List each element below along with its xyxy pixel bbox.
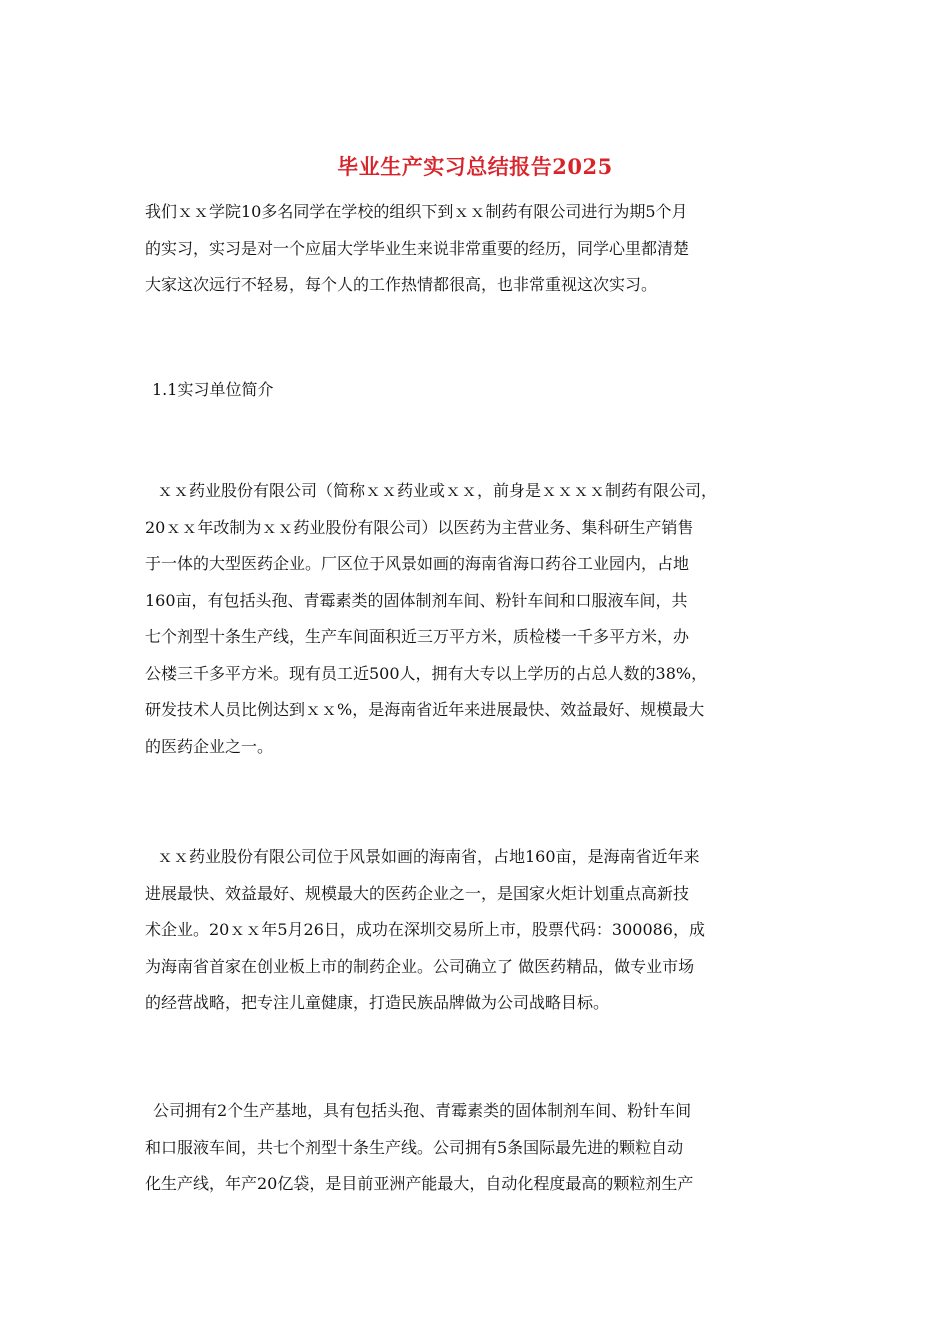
text-line: 进展最快、效益最好、规模最大的医药企业之一，是国家火炬计划重点高新技 [145,883,690,903]
text-line: 七个剂型十条生产线，生产车间面积近三万平方米，质检楼一千多平方米，办 [145,627,690,646]
text-line: 公司拥有2个生产基地，具有包括头孢、青霉素类的固体制剂车间、粉针车间 [153,1101,692,1120]
text-line: 的医药企业之一。 [145,736,274,756]
text-line: 为海南省首家在创业板上市的制药企业。公司确立了 做医药精品，做专业市场 [145,956,695,976]
text-line: 和口服液车间，共七个剂型十条生产线。公司拥有5条国际最先进的颗粒自动 [145,1137,684,1157]
company-intro-paragraph [145,473,817,765]
production-base-paragraph [145,1093,817,1203]
company-listing-paragraph [145,839,817,1022]
text-line: 大家这次远行不轻易，每个人的工作热情都很高，也非常重视这次实习。 [145,275,658,294]
text-line: 于一体的大型医药企业。厂区位于风景如画的海南省海口药谷工业园内，占地 [145,554,690,573]
text-line: 的实习，实习是对一个应届大学毕业生来说非常重要的经历，同学心里都清楚 [145,238,690,258]
text-line: 化生产线，年产20亿袋，是目前亚洲产能最大，自动化程度最高的颗粒剂生产 [145,1174,694,1193]
text-line: 20ｘｘ年改制为ｘｘ药业股份有限公司）以医药为主营业务、集科研生产销售 [145,517,694,537]
text-line: 的经营战略，把专注儿童健康，打造民族品牌做为公司战略目标。 [145,993,610,1012]
document-title: 毕业生产实习总结报告2025 [337,154,613,179]
text-line: 术企业。20ｘｘ年5月26日，成功在深圳交易所上市，股票代码：300086，成 [145,920,705,939]
text-line: ｘｘ药业股份有限公司位于风景如画的海南省，占地160亩，是海南省近年来 [157,847,700,866]
text-line: 我们ｘｘ学院10多名同学在学校的组织下到ｘｘ制药有限公司进行为期5个月 [145,202,688,221]
text-line: 研发技术人员比例达到ｘｘ%，是海南省近年来进展最快、效益最好、规模最大 [145,700,705,719]
text-line: 160亩，有包括头孢、青霉素类的固体制剂车间、粉针车间和口服液车间，共 [145,590,688,610]
text-line: 公楼三千多平方米。现有员工近500人，拥有大专以上学历的占总人数的38%， [145,663,708,683]
intro-paragraph [145,194,815,304]
section-heading: 1.1实习单位简介 [152,380,274,399]
text-line: ｘｘ药业股份有限公司（简称ｘｘ药业或ｘｘ，前身是ｘｘｘｘ制药有限公司， [157,481,718,500]
